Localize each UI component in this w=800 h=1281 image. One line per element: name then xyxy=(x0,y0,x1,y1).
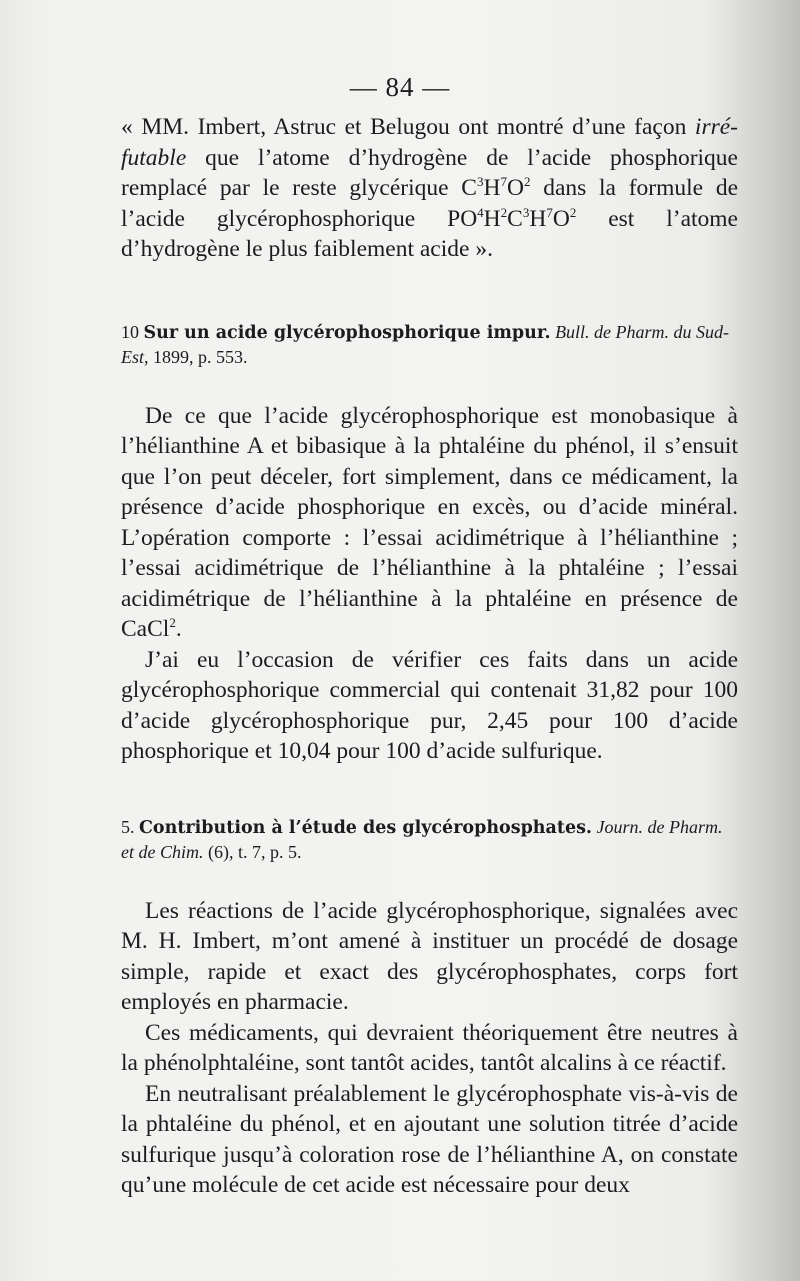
text-run: O xyxy=(552,205,570,232)
subscript: 3 xyxy=(522,204,530,220)
subscript: 2 xyxy=(569,204,577,220)
text-run: dans la formule de l’acide glycérophosphorique PO xyxy=(121,175,739,232)
subscript: 2 xyxy=(523,174,531,189)
page-content xyxy=(121,112,738,1201)
entry-journal: Journ. de Pharm. et de Chim. xyxy=(121,816,723,862)
entry-number: 10 xyxy=(121,321,139,342)
body-paragraph: Les réactions de l’acide glycérophosphorique, signalées avec M. H. Imbert, m’ont amené à instituer un procédé de dosage simple, rapide et exact des glycérophosphates, corps fort employés en pharmacie. xyxy=(121,897,738,1015)
subscript: 7 xyxy=(546,204,553,220)
subscript: 4 xyxy=(477,204,484,220)
body-paragraph: Ces médicaments, qui devraient théoriquement être neutres à la phénolphtaléine, sont tantôt acides, tantôt alcalins à ce réactif. xyxy=(121,1019,738,1076)
subscript: 2 xyxy=(500,204,508,220)
text-run: que l’atome d’hydrogène de l’acide phosphorique remplacé par le reste glycérique C xyxy=(121,144,738,201)
bibliography-entry xyxy=(121,320,738,369)
body-paragraph: En neutralisant préalablement le glycérophosphate vis-à-vis de la phtaléine du phénol, et en ajoutant une solution titrée d’acide sulfurique jusqu’à coloration rose de l’hélianthine A, on constate qu’une molécule de cet acide est nécessaire pour deux xyxy=(121,1080,738,1198)
text-run: H xyxy=(483,175,501,201)
entry-title: Contribution à l’étude des glycérophosphates. xyxy=(139,817,593,838)
page-number: — 84 — xyxy=(349,72,451,102)
text-run: est l’atome d’hydrogène le plus faiblement acide ». xyxy=(121,205,738,262)
subscript: 3 xyxy=(476,174,484,189)
text-run: O xyxy=(506,175,524,201)
entry-details: , 1899, p. 553. xyxy=(144,346,248,367)
text-run: C xyxy=(507,205,523,232)
entry-journal: Bull. de Pharm. du Sud-Est xyxy=(121,321,730,367)
entry-number: 5. xyxy=(121,816,135,837)
text-run: « MM. Imbert, Astruc et Belugou ont montré d’une façon xyxy=(121,114,695,140)
italic-run: futable xyxy=(121,144,187,171)
bibliography-entry xyxy=(121,815,738,864)
italic-run: irré- xyxy=(694,114,738,140)
text-run: H xyxy=(483,205,501,232)
text-run: H xyxy=(529,205,547,232)
subscript: 7 xyxy=(500,174,507,189)
text-run: De ce que l’acide glycérophosphorique est monobasique à l’hélianthine A et bibasique à la phtaléine du phénol, il s’ensuit que l’on peut déceler, fort simplement, dans ce médicament, la présence d’acide phosphorique en excès, ou d’acide minéral. L’opération comporte : l’essai acidimétrique à l’hélianthine ; l’essai acidimétrique de l’hélianthine à la phtaléine ; l’essai acidimétrique de l’hélianthine à la phtaléine en présence de CaCl xyxy=(121,402,738,642)
entry-details: (6), t. 7, p. 5. xyxy=(203,841,302,862)
body-paragraph: J’ai eu l’occasion de vérifier ces faits dans un acide glycérophosphorique commercial qui contenait 31,82 pour 100 d’acide glycérophosphorique pur, 2,45 pour 100 d’acide phosphorique et 10,04 pour 100 d’acide sulfurique. xyxy=(121,646,738,764)
entry-title: Sur un acide glycérophosphorique impur. xyxy=(143,322,551,343)
body-paragraph xyxy=(121,401,738,645)
text-run: . xyxy=(175,616,182,642)
quote-paragraph xyxy=(121,112,738,265)
superscript: 2 xyxy=(169,615,176,630)
